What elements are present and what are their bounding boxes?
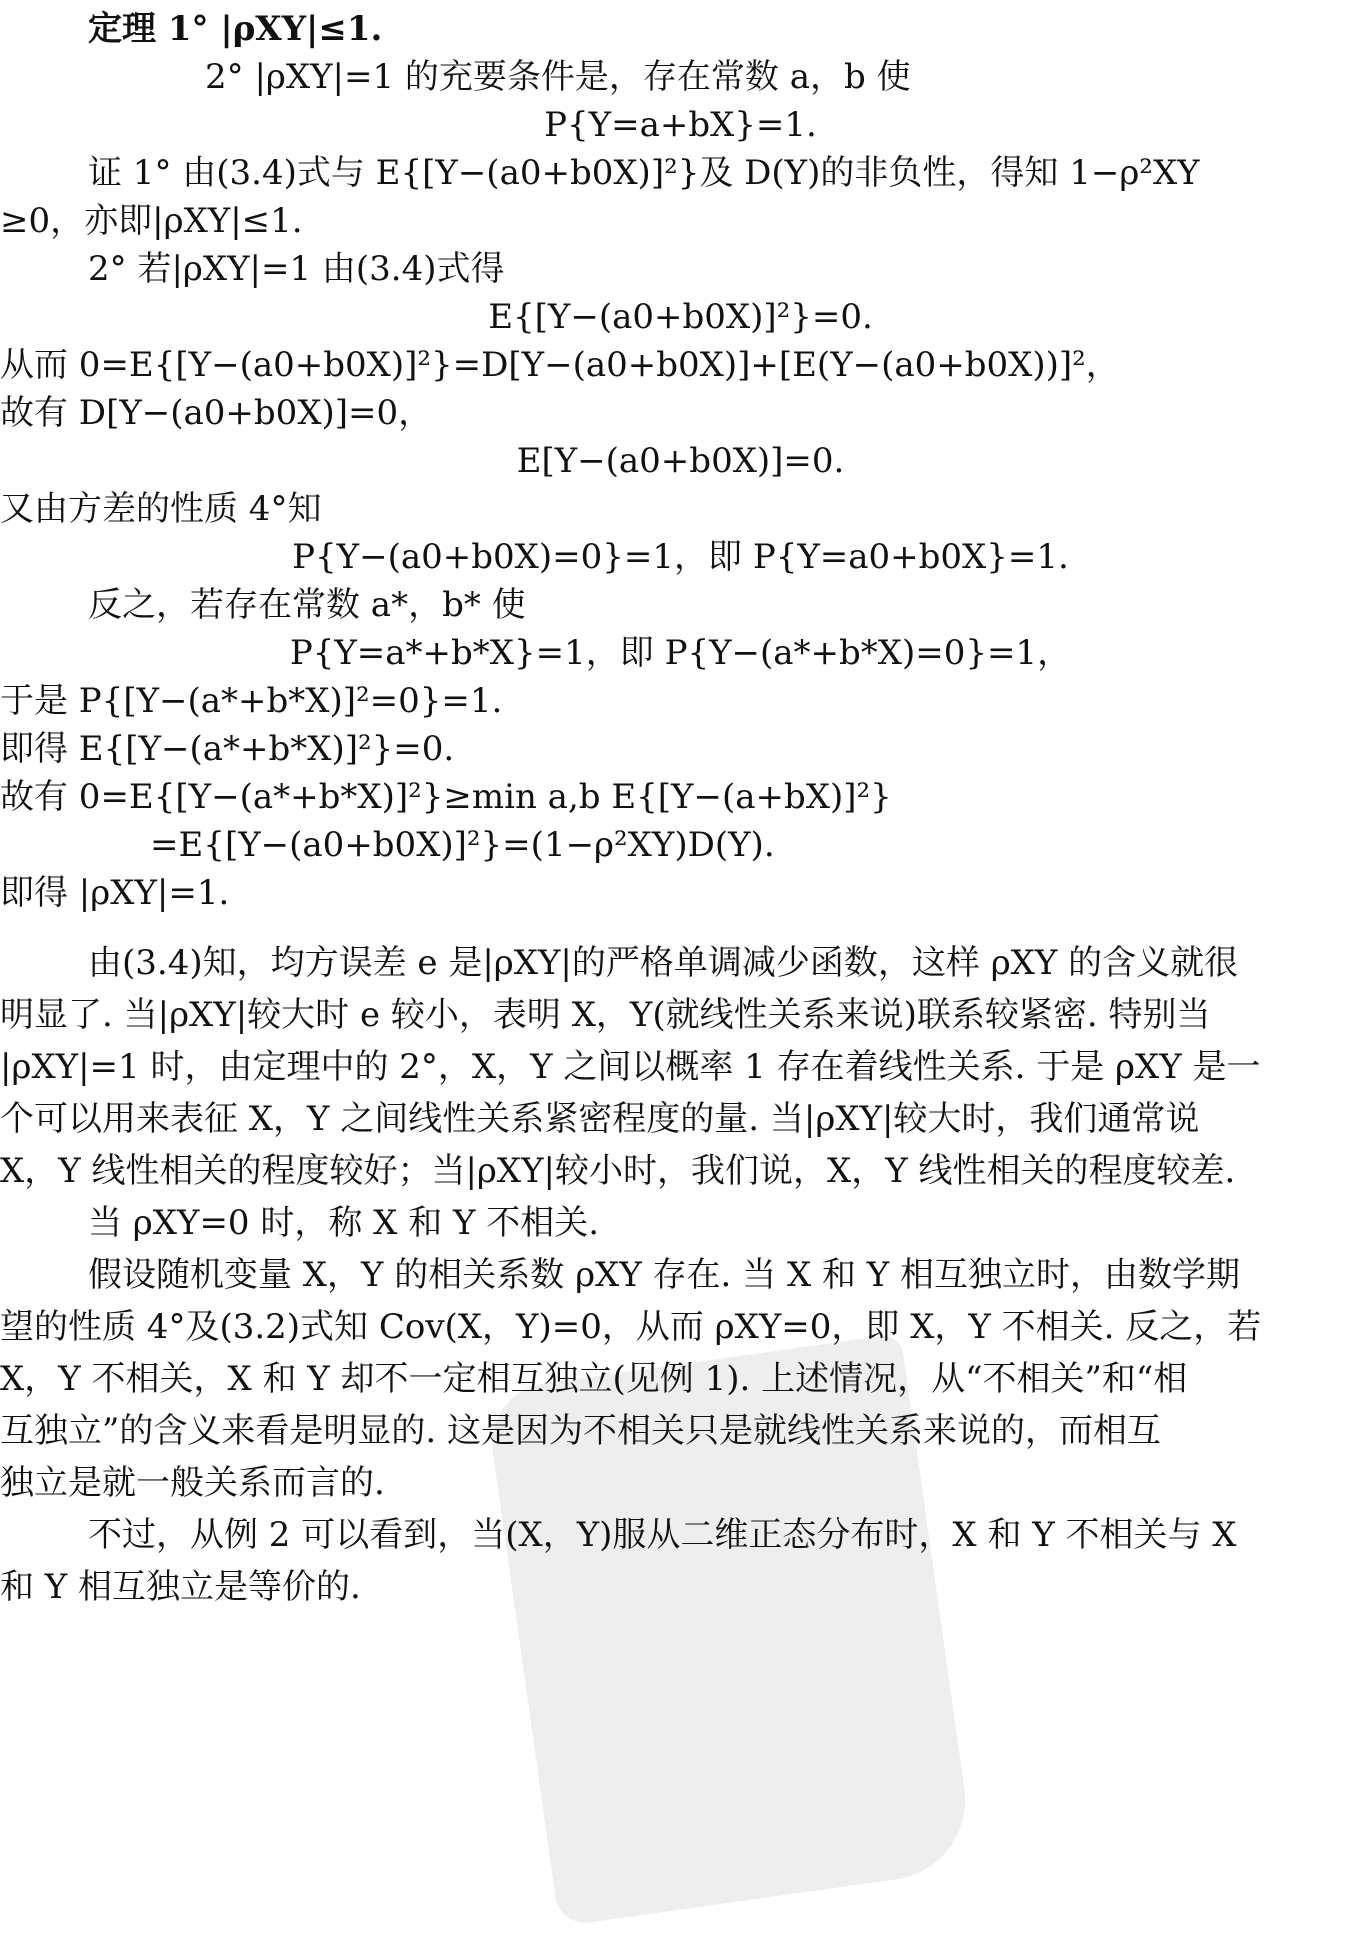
formula-line: 从而 0=E{[Y−(a0+b0X)]²}=D[Y−(a0+b0X)]+[E(Y−(a0+b0X))]²， [0,345,1120,385]
paragraph-line: |ρXY|=1 时，由定理中的 2°，X，Y 之间以概率 1 存在着线性关系. 于是 ρXY 是一 [0,1047,1261,1087]
text-line: 反之，若存在常数 a*，b* 使 [88,585,526,625]
paragraph-line: 由(3.4)知，均方误差 e 是|ρXY|的严格单调减少函数，这样 ρXY 的含义就很 [88,943,1239,983]
paragraph-line: 个可以用来表征 X，Y 之间线性关系紧密程度的量. 当|ρXY|较大时，我们通常说 [0,1099,1200,1139]
paragraph-line: 当 ρXY=0 时，称 X 和 Y 不相关. [88,1203,600,1243]
formula-line: =E{[Y−(a0+b0X)]²}=(1−ρ²XY)D(Y). [150,825,775,865]
paragraph-line: 不过，从例 2 可以看到，当(X，Y)服从二维正态分布时，X 和 Y 不相关与 X [88,1515,1237,1555]
formula-line: E[Y−(a0+b0X)]=0. [516,441,845,481]
text-line: ≥0，亦即|ρXY|≤1. [0,201,303,241]
formula-line: 故有 D[Y−(a0+b0X)]=0， [0,393,433,433]
text-line: 又由方差的性质 4°知 [0,489,322,529]
formula-line: E{[Y−(a0+b0X)]²}=0. [488,297,873,337]
formula-line: 即得 E{[Y−(a*+b*X)]²}=0. [0,729,455,769]
paragraph-line: 明显了. 当|ρXY|较大时 e 较小，表明 X，Y(就线性关系来说)联系较紧密. 特别当 [0,995,1211,1035]
theorem-line-1: 定理 1° |ρXY|≤1. [88,9,383,49]
proof-line: 证 1° 由(3.4)式与 E{[Y−(a0+b0X)]²}及 D(Y)的非负性，得知 1−ρ²XY [88,153,1200,193]
formula-line: 故有 0=E{[Y−(a*+b*X)]²}≥min a,b E{[Y−(a+bX)]²} [0,777,892,817]
formula-line: P{Y=a+bX}=1. [544,105,817,145]
formula-line: 于是 P{[Y−(a*+b*X)]²=0}=1. [0,681,503,721]
text-line: 2° 若|ρXY|=1 由(3.4)式得 [88,249,505,289]
formula-line: P{Y−(a0+b0X)=0}=1，即 P{Y=a0+b0X}=1. [292,537,1069,577]
formula-line: 即得 |ρXY|=1. [0,873,230,913]
paragraph-line: X，Y 线性相关的程度较好；当|ρXY|较小时，我们说，X，Y 线性相关的程度较差. [0,1151,1236,1191]
paragraph-line: 望的性质 4°及(3.2)式知 Cov(X，Y)=0，从而 ρXY=0，即 X，Y 不相关. 反之，若 [0,1307,1262,1347]
formula-line: P{Y=a*+b*X}=1，即 P{Y−(a*+b*X)=0}=1， [289,633,1072,673]
paragraph-line: 互独立”的含义来看是明显的. 这是因为不相关只是就线性关系来说的，而相互 [0,1411,1161,1451]
paragraph-line: 假设随机变量 X，Y 的相关系数 ρXY 存在. 当 X 和 Y 相互独立时，由数学期 [88,1255,1241,1295]
paragraph-line: 和 Y 相互独立是等价的. [0,1567,361,1607]
paragraph-line: X，Y 不相关，X 和 Y 却不一定相互独立(见例 1). 上述情况，从“不相关”和“相 [0,1359,1188,1399]
theorem-line-2: 2° |ρXY|=1 的充要条件是，存在常数 a，b 使 [205,57,911,97]
paragraph-line: 独立是就一般关系而言的. [0,1463,385,1503]
